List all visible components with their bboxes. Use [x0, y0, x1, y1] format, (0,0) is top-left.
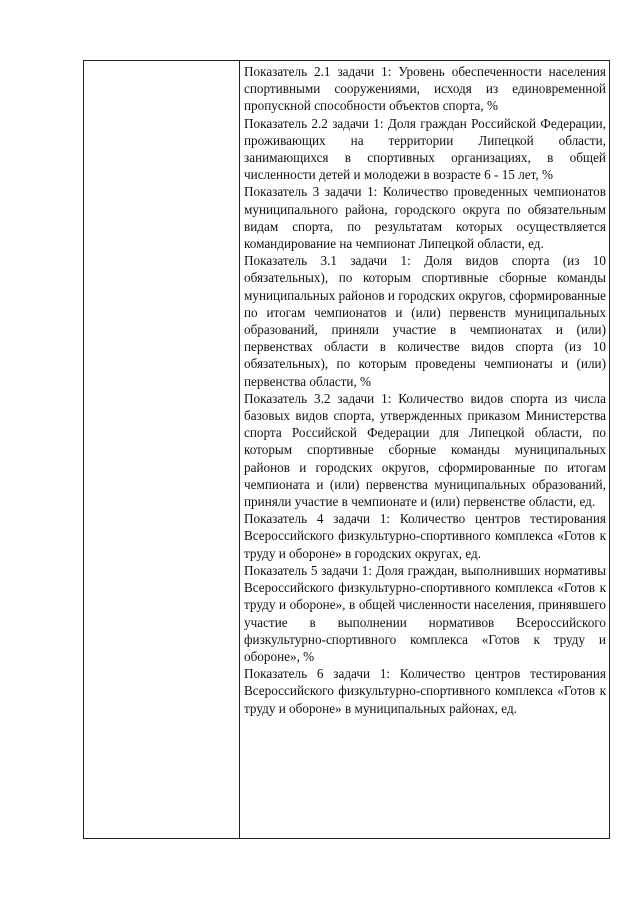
document-table	[83, 60, 610, 839]
indicator-2-2: Показатель 2.2 задачи 1: Доля граждан Российской Федерации, проживающих на территории Липецкой области, занимающихся в спортивных организациях, в общей численности детей и молодежи в возрасте 6 - 15 лет, %	[244, 115, 606, 183]
indicator-2-1: Показатель 2.1 задачи 1: Уровень обеспеченности населения спортивными сооружениями, исходя из единовременной пропускной способности объектов спорта, %	[244, 64, 606, 114]
indicators-cell	[240, 61, 609, 838]
indicator-3-1: Показатель 3.1 задачи 1: Доля видов спорта (из 10 обязательных), по которым спортивные сборные команды муниципальных районов и городских округов, сформированные по итогам чемпионатов и (или) первенств муниципальных образований, приняли участие в чемпионатах и (или) первенствах области в количестве видов спорта (из 10 обязательных), по которым проведены чемпионаты и (или) первенства области, %	[244, 253, 607, 389]
indicator-3: Показатель 3 задачи 1: Количество проведенных чемпионатов муниципального района, городского округа по обязательным видам спорта, по результатам которых осуществляется командирование на чемпионат Липецкой области, ед.	[244, 184, 606, 252]
indicator-6: Показатель 6 задачи 1: Количество центров тестирования Всероссийского физкультурно-спортивного комплекса «Готов к труду и обороне» в муниципальных районах, ед.	[244, 666, 606, 716]
empty-left-cell	[84, 61, 240, 838]
indicator-5: Показатель 5 задачи 1: Доля граждан, выполнивших нормативы Всероссийского физкультурно-спортивного комплекса «Готов к труду и обороне», в общей численности населения, принявшего участие в выполнении нормативов Всероссийского физкультурно-спортивного комплекса «Готов к труду и обороне», %	[244, 562, 606, 664]
indicator-3-2: Показатель 3.2 задачи 1: Количество видов спорта из числа базовых видов спорта, утвержденных приказом Министерства спорта Российской Федерации для Липецкой области, по которым спортивные сборные команды муниципальных районов и городских округов, сформированные по итогам чемпионата и (или) первенства муниципальных образований, приняли участие в чемпионате и (или) первенстве области, ед.	[244, 390, 606, 510]
indicator-4: Показатель 4 задачи 1: Количество центров тестирования Всероссийского физкультурно-спортивного комплекса «Готов к труду и обороне» в городских округах, ед.	[244, 511, 606, 561]
